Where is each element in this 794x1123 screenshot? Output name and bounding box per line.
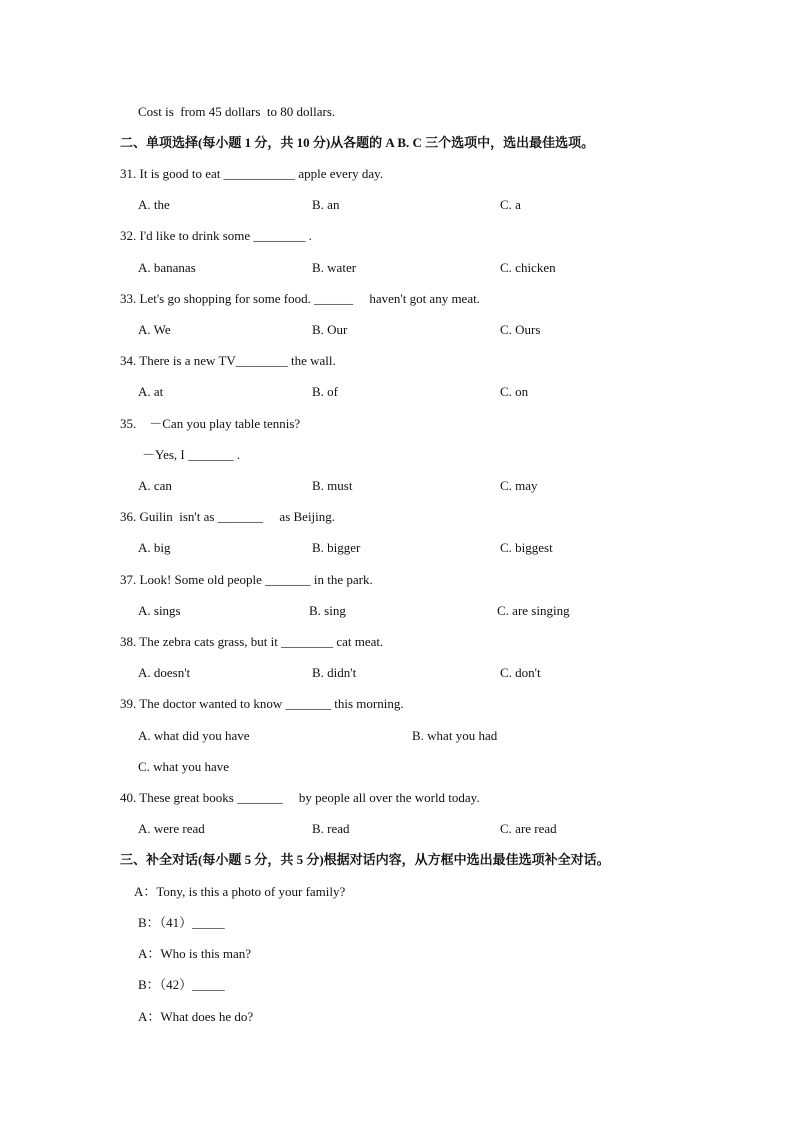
dialogue-line: B：（41）_____	[138, 915, 225, 930]
question-stem: 39. The doctor wanted to know _______ this morning.	[120, 696, 404, 711]
option-a: A. doesn't	[138, 665, 191, 680]
option-b: B. an	[312, 197, 340, 212]
question-stem: 33. Let's go shopping for some food. ______ haven't got any meat.	[120, 291, 480, 306]
option-c: C. on	[500, 384, 529, 399]
option-c: C. are read	[500, 821, 557, 836]
option-b: B. didn't	[312, 665, 357, 680]
option-c: C. chicken	[500, 260, 556, 275]
question-stem: 35. －Can you play table tennis?	[120, 416, 301, 431]
question-stem: 40. These great books _______ by people all over the world today.	[120, 790, 480, 805]
section-2-heading: 二、单项选择(每小题 1 分，共 10 分)从各题的 A B. C 三个选项中，选出最佳选项。	[120, 135, 595, 150]
option-b: B. Our	[312, 322, 348, 337]
option-b: B. sing	[309, 603, 346, 618]
question-stem: 34. There is a new TV________ the wall.	[120, 353, 336, 368]
dialogue-line: A：Tony, is this a photo of your family?	[134, 884, 346, 899]
question-stem-line-2: －Yes, I _______ .	[142, 447, 240, 462]
section-3-heading: 三、补全对话(每小题 5 分，共 5 分)根据对话内容，从方框中选出最佳选项补全对话。	[120, 852, 610, 867]
option-a: A. what did you have	[138, 728, 250, 743]
option-a: A. bananas	[138, 260, 196, 275]
option-b: B. must	[312, 478, 353, 493]
option-a: A. We	[138, 322, 171, 337]
option-c: C. biggest	[500, 540, 553, 555]
question-stem: 37. Look! Some old people _______ in the park.	[120, 572, 373, 587]
option-c: C. Ours	[500, 322, 541, 337]
question-stem: 32. I'd like to drink some ________ .	[120, 228, 312, 243]
option-b: B. water	[312, 260, 357, 275]
option-b: B. what you had	[412, 728, 498, 743]
option-a: A. can	[138, 478, 172, 493]
option-b: B. of	[312, 384, 338, 399]
option-a: A. the	[138, 197, 170, 212]
question-stem: 31. It is good to eat ___________ apple every day.	[120, 166, 384, 181]
option-a: A. were read	[138, 821, 205, 836]
option-a: A. big	[138, 540, 171, 555]
option-b: B. bigger	[312, 540, 361, 555]
option-a: A. at	[138, 384, 164, 399]
option-c: C. what you have	[138, 759, 229, 774]
option-c: C. may	[500, 478, 538, 493]
option-b: B. read	[312, 821, 350, 836]
question-stem: 36. Guilin isn't as _______ as Beijing.	[120, 509, 336, 524]
dialogue-line: B：（42）_____	[138, 977, 225, 992]
option-c: C. don't	[500, 665, 541, 680]
dialogue-line: A：What does he do?	[138, 1009, 254, 1024]
intro-line: Cost is from 45 dollars to 80 dollars.	[138, 104, 336, 119]
question-stem: 38. The zebra cats grass, but it ________ cat meat.	[120, 634, 384, 649]
option-c: C. a	[500, 197, 521, 212]
option-c: C. are singing	[497, 603, 570, 618]
dialogue-line: A：Who is this man?	[138, 946, 252, 961]
option-a: A. sings	[138, 603, 181, 618]
